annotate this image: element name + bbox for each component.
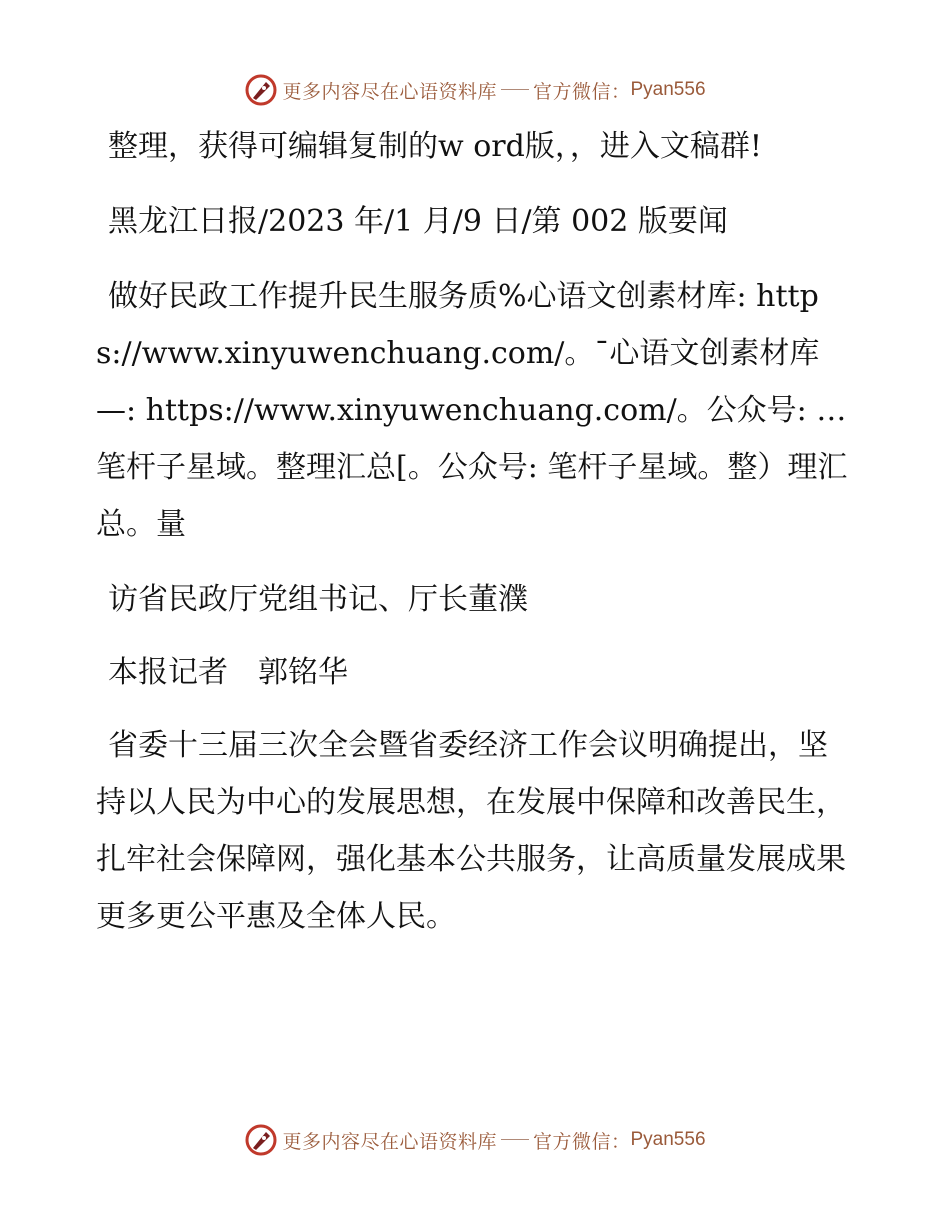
source-line: 黑龙江日报/2023 年/1 月/9 日/第 002 版要闻 [108, 204, 728, 239]
pen-nib-circle-icon [244, 1123, 278, 1157]
watermark-wechat-id: Pyan556 [630, 79, 706, 100]
intro-paragraph: 整理，获得可编辑复制的w ord版，，进入文稿群! [108, 129, 762, 164]
body-paragraph-1: 省委十三届三次全会暨省委经济工作会议明确提出，坚持以人民为中心的发展思想，在发展中保障和改善民生，扎牢社会保障网，强化基本公共服务，让高质量发展成果更多更公平惠及全体人民。 [96, 728, 846, 934]
subtitle: 访省民政厅党组书记、厅长董濮 [108, 582, 528, 617]
watermark-official-label: 官方微信： [532, 80, 631, 103]
watermark-dash [501, 89, 529, 90]
headline-paragraph: 做好民政工作提升民生服务质%心语文创素材库: https://www.xinyuwenchuang.com/。¯心语文创素材库—: https://www.xinyuwenchuang.com/。公众号: …笔杆子星域。整理汇总[。公众号: 笔杆子星域。整）理汇总。量 [96, 279, 848, 542]
pen-nib-circle-icon [244, 73, 278, 107]
watermark-text: 更多内容尽在心语资料库 [282, 80, 497, 103]
watermark-dash [501, 1139, 529, 1140]
watermark-official-label: 官方微信： [532, 1130, 631, 1153]
document-body [96, 118, 856, 963]
watermark-banner-bottom [0, 1122, 950, 1158]
byline: 本报记者 郭铭华 [108, 655, 348, 690]
watermark-text: 更多内容尽在心语资料库 [282, 1130, 497, 1153]
watermark-banner-top [0, 72, 950, 108]
watermark-wechat-id: Pyan556 [630, 1129, 706, 1150]
